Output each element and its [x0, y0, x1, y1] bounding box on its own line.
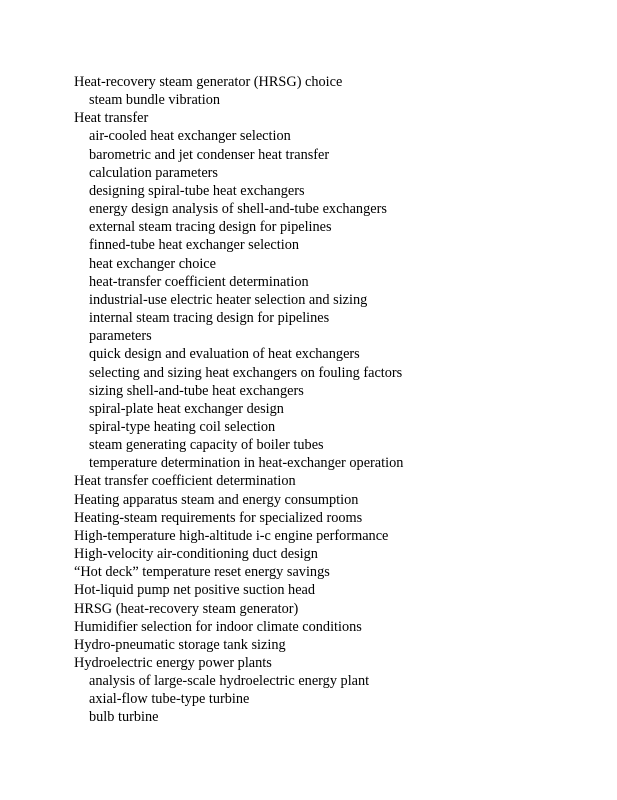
index-subentry: barometric and jet condenser heat transfer: [89, 146, 330, 163]
index-entry: Heat transfer coefficient determination: [74, 473, 296, 490]
index-subentry: parameters: [89, 328, 152, 345]
index-subentry: quick design and evaluation of heat exchangers: [89, 346, 360, 363]
index-subentry: designing spiral-tube heat exchangers: [89, 182, 305, 199]
index-subentry: spiral-plate heat exchanger design: [89, 400, 284, 417]
index-subentry: selecting and sizing heat exchangers on fouling factors: [89, 364, 403, 381]
index-subentry: heat-transfer coefficient determination: [89, 273, 309, 290]
index-subentry: steam generating capacity of boiler tubes: [89, 437, 324, 454]
index-entry: Heating-steam requirements for specialized rooms: [74, 509, 363, 526]
index-entry: Hydroelectric energy power plants: [74, 655, 272, 671]
index-entry: Heating apparatus steam and energy consumption: [74, 491, 359, 508]
index-page: [74, 73, 594, 727]
index-subentry: industrial-use electric heater selection and sizing: [89, 291, 368, 308]
index-subentry: external steam tracing design for pipelines: [89, 219, 332, 236]
index-subentry: axial-flow tube-type turbine: [89, 691, 250, 708]
index-subentry: calculation parameters: [89, 164, 219, 181]
index-subentry: sizing shell-and-tube heat exchangers: [89, 382, 304, 399]
index-entry: High-temperature high-altitude i-c engine performance: [74, 527, 389, 544]
index-subentry: internal steam tracing design for pipelines: [89, 310, 330, 327]
index-subentry: analysis of large-scale hydroelectric energy plant: [89, 673, 370, 690]
index-entry: Heat-recovery steam generator (HRSG) choice: [74, 74, 343, 90]
index-subentry: temperature determination in heat-exchanger operation: [89, 455, 404, 472]
index-subentry: bulb turbine: [89, 709, 159, 726]
index-entry: Humidifier selection for indoor climate conditions: [74, 618, 362, 635]
index-subentry: spiral-type heating coil selection: [89, 418, 276, 435]
index-entry: Heat transfer: [74, 110, 149, 127]
index-subentry: steam bundle vibration: [89, 92, 221, 109]
index-entry: High-velocity air-conditioning duct design: [74, 546, 318, 563]
index-subentry: heat exchanger choice: [89, 255, 217, 272]
index-entry: “Hot deck” temperature reset energy savings: [74, 564, 330, 581]
index-entry: Hydro-pneumatic storage tank sizing: [74, 636, 286, 653]
index-subentry: finned-tube heat exchanger selection: [89, 237, 299, 254]
index-subentry: air-cooled heat exchanger selection: [89, 128, 291, 145]
index-subentry: energy design analysis of shell-and-tube exchangers: [89, 201, 387, 218]
index-entry: Hot-liquid pump net positive suction head: [74, 582, 316, 599]
index-entry: HRSG (heat-recovery steam generator): [74, 600, 299, 617]
